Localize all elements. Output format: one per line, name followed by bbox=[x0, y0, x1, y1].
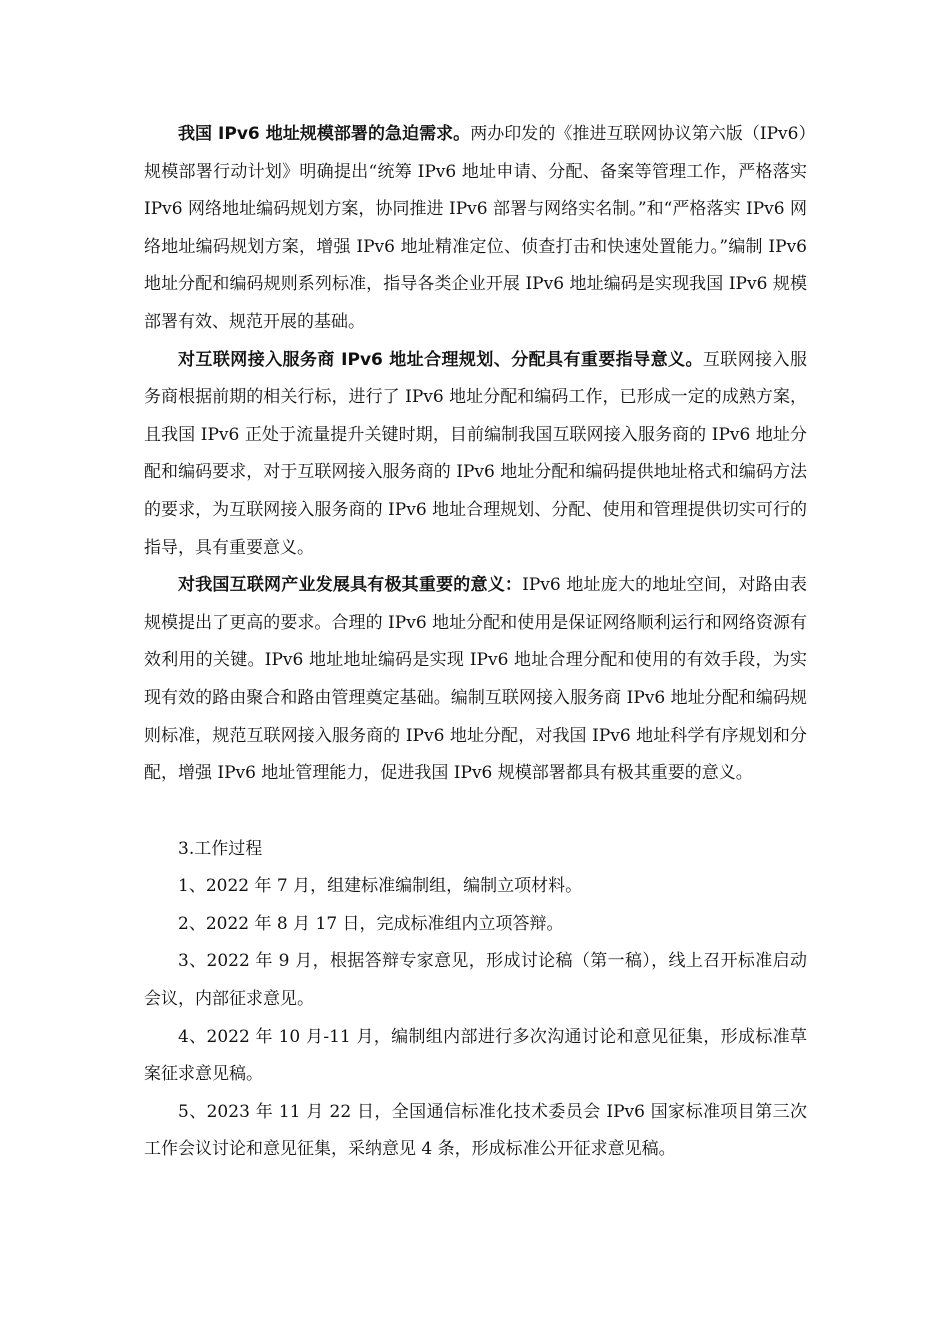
paragraph-industry-significance bbox=[144, 567, 807, 793]
paragraph-lead: 对我国互联网产业发展具有极其重要的意义： bbox=[178, 575, 523, 596]
process-item-1: 1、2022 年 7 月，组建标准编制组，编制立项材料。 bbox=[178, 876, 583, 897]
paragraph-lead: 对互联网接入服务商 IPv6 地址合理规划、分配具有重要指导意义。 bbox=[178, 349, 703, 370]
section-heading: 3.工作过程 bbox=[178, 838, 263, 859]
paragraph-lead: 我国 IPv6 地址规模部署的急迫需求。 bbox=[178, 124, 471, 144]
section-spacer bbox=[144, 793, 807, 831]
process-item-3: 3、2022 年 9 月，根据答辩专家意见，形成讨论稿（第一稿），线上召开标准启动会议，内部征求意见。 bbox=[144, 951, 807, 1010]
process-item-5: 5、2023 年 11 月 22 日，全国通信标准化技术委员会 IPv6 国家标准项目第三次工作会议讨论和意见征集，采纳意见 4 条，形成标准公开征求意见稿。 bbox=[144, 1101, 807, 1160]
process-item-4: 4、2022 年 10 月-11 月，编制组内部进行多次沟通讨论和意见征集，形成标准草案征求意见稿。 bbox=[144, 1026, 807, 1085]
paragraph-isp-guidance bbox=[144, 342, 807, 568]
paragraph-body: IPv6 地址庞大的地址空间，对路由表规模提出了更高的要求。合理的 IPv6 地址分配和使用是保证网络顺利运行和网络资源有效利用的关键。IPv6 地址地址编码是实现 IPv6 地址合理分配和使用的有效手段，为实现有效的路由聚合和路由管理奠定基础。编制互联网接入服务商 IPv6 地址分配和编码规则标准，规范互联网接入服务商的 IPv6 地址分配，对我国 IPv6 地址科学有序规划和分配，增强 IPv6 地址管理能力，促进我国 IPv6 规模部署都具有极其重要的意义。 bbox=[144, 575, 808, 784]
process-item-2: 2、2022 年 8 月 17 日，完成标准组内立项答辩。 bbox=[178, 913, 564, 934]
paragraph-body: 互联网接入服务商根据前期的相关行标，进行了 IPv6 地址分配和编码工作，已形成一定的成熟方案，且我国 IPv6 正处于流量提升关键时期，目前编制我国互联网接入服务商的 IPv6 地址分配和编码要求，对于互联网接入服务商的 IPv6 地址分配和编码提供地址格式和编码方法的要求，为互联网接入服务商的 IPv6 地址合理规划、分配、使用和管理提供切实可行的指导，具有重要意义。 bbox=[144, 349, 808, 558]
paragraph-ipv6-demand bbox=[144, 116, 807, 342]
document-page bbox=[144, 116, 807, 1169]
paragraph-body: 两办印发的《推进互联网协议第六版（IPv6）规模部署行动计划》明确提出“统筹 IPv6 地址申请、分配、备案等管理工作，严格落实 IPv6 网络地址编码规划方案，协同推进 IPv6 部署与网络实名制。”和“严格落实 IPv6 网络地址编码规划方案，增强 IPv6 地址精准定位、侦查打击和快速处置能力。”编制 IPv6 地址分配和编码规则系列标准，指导各类企业开展 IPv6 地址编码是实现我国 IPv6 规模部署有效、规范开展的基础。 bbox=[144, 124, 807, 332]
